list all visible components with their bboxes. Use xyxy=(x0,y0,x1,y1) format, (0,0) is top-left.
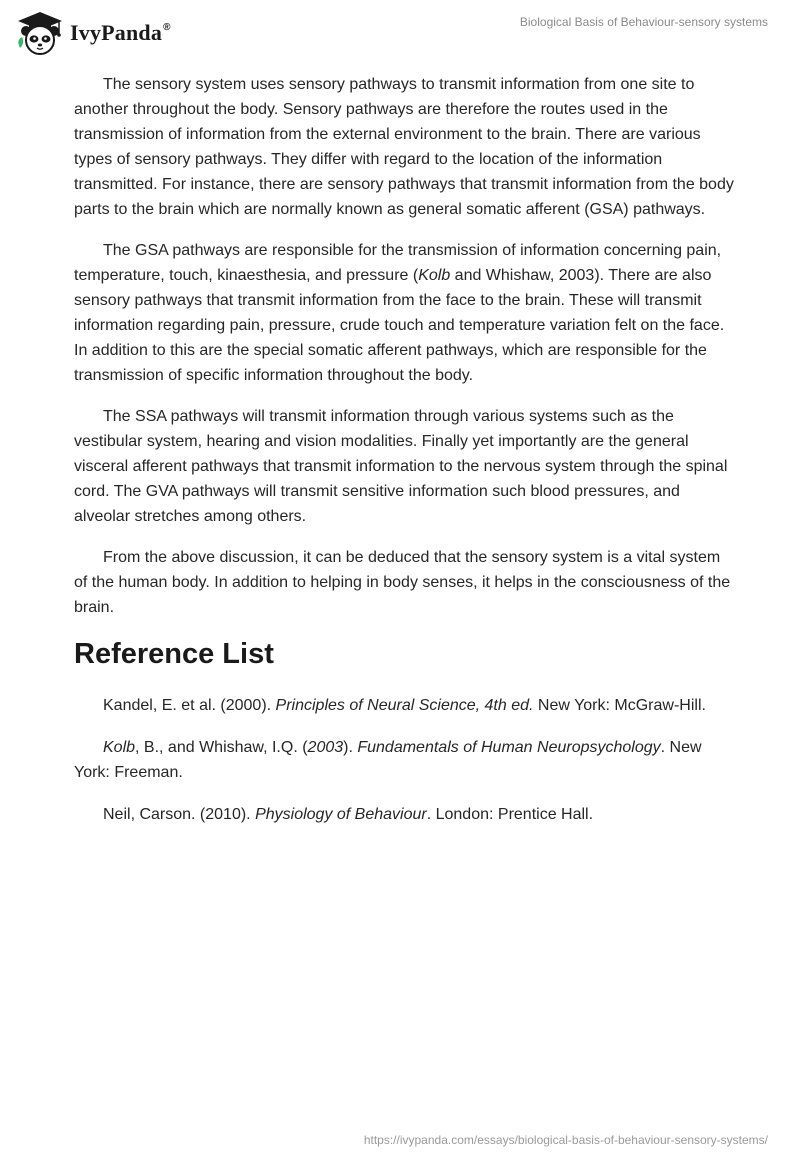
reference-item: Kolb, B., and Whishaw, I.Q. (2003). Fundamentals of Human Neuropsychology. New York: Freeman. xyxy=(74,739,702,781)
document-title: Biological Basis of Behaviour-sensory systems xyxy=(519,15,768,29)
body-paragraph: The SSA pathways will transmit information through various systems such as the vestibular system, hearing and vision modalities. Finally yet importantly are the general visceral afferent pathways that transmit information to the nervous system through the spinal cord. The GVA pathways will transmit sensitive information such blood pressures, and alveolar stretches among others. xyxy=(74,408,728,525)
page-header xyxy=(0,0,800,70)
reference-list-heading: Reference List xyxy=(74,638,274,670)
body-paragraph: The sensory system uses sensory pathways to transmit information from one site to another throughout the body. Sensory pathways are therefore the routes used in the transmission of information from the external environment to the brain. There are various types of sensory pathways. They differ with regard to the location of the information transmitted. For instance, there are sensory pathways that transmit information from the body parts to the brain which are normally known as general somatic afferent (GSA) pathways. xyxy=(74,76,734,218)
body-paragraph: From the above discussion, it can be deduced that the sensory system is a vital system of the human body. In addition to helping in body senses, it helps in the consciousness of the brain. xyxy=(74,549,731,616)
essay-content xyxy=(74,72,734,844)
body-paragraph: The GSA pathways are responsible for the transmission of information concerning pain, temperature, touch, kinaesthesia, and pressure (Kolb and Whishaw, 2003). There are also sensory pathways that transmit information from the face to the brain. These will transmit information regarding pain, pressure, crude touch and temperature variation felt on the face. In addition to this are the special somatic afferent pathways, which are responsible for the transmission of specific information throughout the body. xyxy=(74,242,725,384)
reference-item: Kandel, E. et al. (2000). Principles of Neural Science, 4th ed. New York: McGraw-Hill. xyxy=(103,697,706,714)
source-url-link[interactable]: https://ivypanda.com/essays/biological-basis-of-behaviour-sensory-systems/ xyxy=(363,1133,768,1147)
author-citation: Kolb xyxy=(418,267,451,284)
reference-item: Neil, Carson. (2010). Physiology of Behaviour. London: Prentice Hall. xyxy=(103,806,594,823)
brand-name: IvyPanda® xyxy=(70,20,171,45)
brand-logo[interactable] xyxy=(16,10,171,56)
panda-mascot-icon xyxy=(16,10,64,56)
